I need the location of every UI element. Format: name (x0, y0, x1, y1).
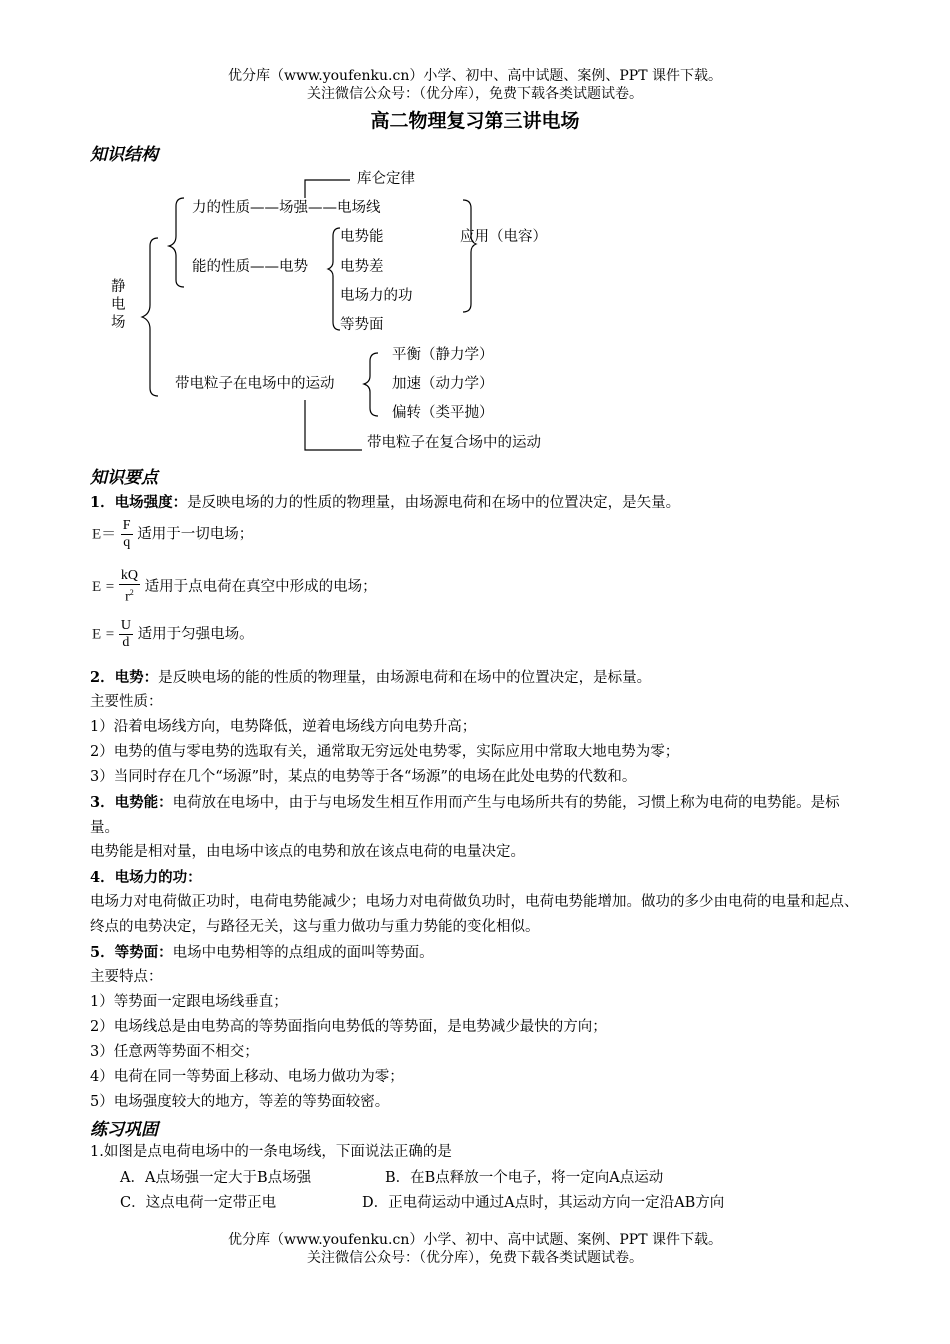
option-a: A．A点场强一定大于B点场强 (120, 1170, 312, 1186)
point-1: 1．电场强度：是反映电场的力的性质的物理量，由场源电荷和在场中的位置决定，是矢量。 (90, 494, 681, 511)
points-heading: 知识要点 (90, 468, 158, 488)
potential-item: 电势能 (340, 229, 384, 245)
potential-brace (328, 228, 340, 330)
application-brace (463, 200, 476, 312)
coulomb-connector (305, 180, 350, 198)
structure-heading: 知识结构 (90, 145, 158, 165)
motion-item: 平衡（静力学） (392, 347, 494, 363)
application-label: 应用（电容） (460, 229, 547, 245)
point-2-item: 3）当同时存在几个“场源”时，某点的电势等于各“场源”的电场在此处电势的代数和。 (90, 769, 637, 785)
force-nature: 力的性质——场强——电场线 (192, 200, 381, 216)
point-2-sub: 主要性质： (90, 694, 163, 710)
point-5-item: 4）电荷在同一等势面上移动、电场力做功为零； (90, 1069, 404, 1085)
option-b: B．在B点释放一个电子，将一定向A点运动 (385, 1170, 664, 1186)
formula-2: E = $\frac{kQ}{r^2}$ 适用于点电荷在真空中形成的电场； (92, 568, 377, 605)
point-5-item: 3）任意两等势面不相交； (90, 1044, 259, 1060)
root-brace (142, 238, 158, 396)
point-2: 2．电势：是反映电场的能的性质的物理量，由场源电荷和在场中的位置决定，是标量。 (90, 669, 652, 686)
point-2-item: 1）沿着电场线方向，电势降低，逆着电场线方向电势升高； (90, 719, 477, 735)
formula-3: E = $\frac{U}{d}$ 适用于匀强电场。 (92, 618, 254, 650)
footer-line-2: 关注微信公众号：（优分库），免费下载各类试题试卷。 (307, 1250, 643, 1266)
point-5: 5．等势面：电场中电势相等的点组成的面叫等势面。 (90, 944, 434, 961)
particle-motion: 带电粒子在电场中的运动 (175, 376, 335, 392)
point-2-item: 2）电势的值与零电势的选取有关，通常取无穷远处电势零，实际应用中常取大地电势为零； (90, 744, 680, 760)
header-line-2: 关注微信公众号：（优分库），免费下载各类试题试卷。 (307, 86, 643, 102)
point-5-item: 1）等势面一定跟电场线垂直； (90, 994, 288, 1010)
nature-brace (169, 198, 184, 287)
point-3-extra: 电势能是相对量，由电场中该点的电势和放在该点电荷的电量决定。 (90, 844, 525, 860)
practice-heading: 练习巩固 (90, 1120, 158, 1140)
motion-brace (364, 353, 378, 416)
coulomb-law: 库仑定律 (357, 171, 415, 187)
point-5-item: 2）电场线总是由电势高的等势面指向电势低的等势面，是电势减少最快的方向； (90, 1019, 607, 1035)
point-4-title: 4．电场力的功： (90, 869, 202, 886)
footer-line-1: 优分库（www.youfenku.cn）小学、初中、高中试题、案例、PPT 课件下载。 (227, 1232, 722, 1248)
potential-item: 等势面 (340, 317, 384, 333)
formula-1: E＝ $\frac{F}{q}$ 适用于一切电场； (92, 518, 254, 550)
potential-item: 电势差 (340, 259, 384, 275)
energy-nature: 能的性质——电势 (192, 259, 308, 275)
motion-item: 加速（动力学） (392, 376, 494, 392)
root-label: 静 电 场 (111, 279, 126, 331)
point-3: 3．电势能：电荷放在电场中，由于与电场发生相互作用而产生与电场所共有的势能，习惯上称为电荷的电势能。是标量。 (90, 794, 840, 836)
header-line-1: 优分库（www.youfenku.cn）小学、初中、高中试题、案例、PPT 课件下载。 (227, 68, 722, 84)
potential-item: 电场力的功 (340, 288, 413, 304)
compound-connector (305, 400, 362, 450)
point-5-sub: 主要特点： (90, 969, 163, 985)
point-4-text: 电场力对电荷做正功时，电荷电势能减少；电场力对电荷做负功时，电荷电势能增加。做功的多少由电荷的电量和起点、终点的电势决定，与路径无关，这与重力做功与重力势能的变化相似。 (90, 894, 859, 935)
compound-field-motion: 带电粒子在复合场中的运动 (367, 435, 541, 451)
page-title: 高二物理复习第三讲电场 (370, 110, 580, 132)
option-c: C．这点电荷一定带正电 (120, 1195, 277, 1211)
question-1: 1.如图是点电荷电场中的一条电场线，下面说法正确的是 (90, 1144, 452, 1160)
motion-item: 偏转（类平抛） (392, 405, 494, 421)
option-d: D．正电荷运动中通过A点时，其运动方向一定沿AB方向 (362, 1195, 725, 1211)
point-5-item: 5）电场强度较大的地方，等差的等势面较密。 (90, 1094, 390, 1110)
